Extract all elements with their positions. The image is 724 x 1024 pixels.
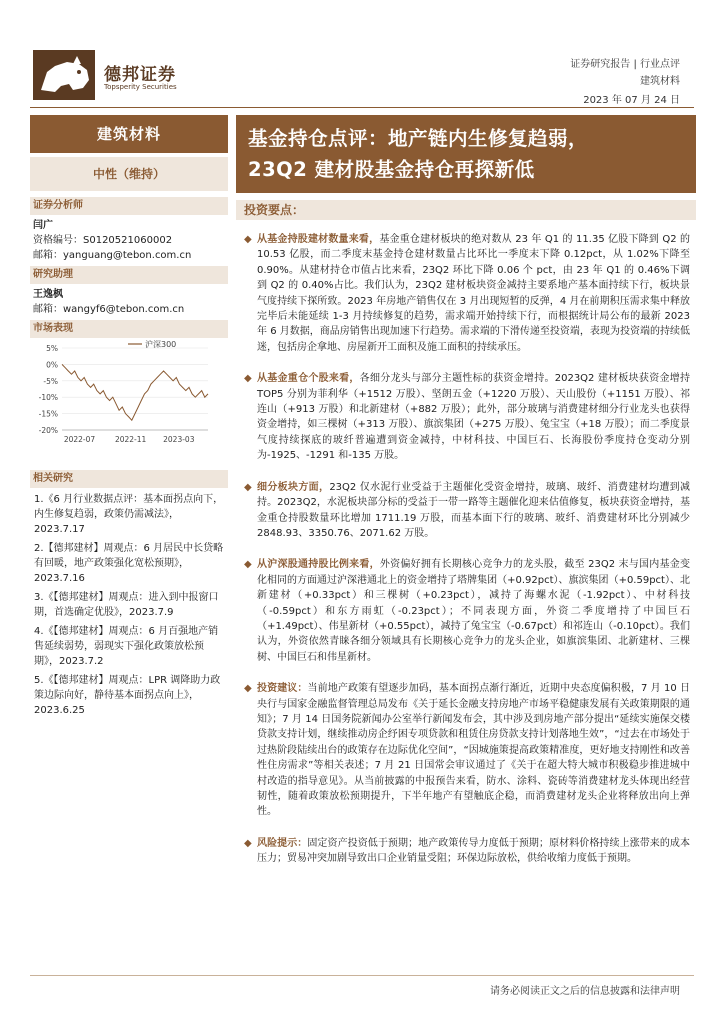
analyst-name: 闫广 bbox=[33, 220, 53, 231]
related-item[interactable]: 4.《【德邦建材】周观点：6 月百强地产销售延续弱势，弱现实下强化政策放松预期》，2023.7.2 bbox=[34, 626, 219, 667]
key-points-head: 投资要点： bbox=[236, 200, 696, 220]
key-point-lead: 细分板块方面， bbox=[257, 481, 330, 493]
logo-name-cn: 德邦证券 bbox=[104, 65, 176, 85]
report-title bbox=[236, 115, 696, 193]
key-point-body: 当前地产政策有望逐步加码，基本面拐点渐行渐近，近期中央态度偏积极，7 月 10 日央行与国家金融监督管理总局发布《关于延长金融支持房地产市场平稳健康发展有关政策期限的通知》；7 月 14 日国务院新闻办公室举行新闻发布会，其中涉及到房地产部分提出“延续实施保交楼贷款支持计划，继续推动房企纾困专项贷款和租赁住房贷款支持计划落地生效”，“过去在市场处于过热阶段陆续出台的政策存在边际优化空间”，“因城施策提高政策精准度，更好地支持刚性和改善性住房需求”等相关表述；7 月 21 日国常会审议通过了《关于在超大特大城市积极稳步推进城中村改造的指导意见》。从当前披露的中报预告来看，防水、涂料、瓷砖等消费建材龙头体现出经营韧性，随着政策放松预期提升，下半年地产有望触底企稳，而消费建材龙头企业将释放出向上弹性。 bbox=[257, 683, 691, 818]
key-point-body: 23Q2 仅水泥行业受益于主题催化受资金增持，玻璃、玻纤、消费建材均遭到减持。2023Q2，水泥板块部分标的受益于一带一路等主题催化迎来估值修复，板块获资金增持，基金重仓持股数量环比增加 1711.19 万股，而基本面下行的玻璃、玻纤、消费建材环比分别减少 2848.93、3350.76、2071.62 万股。 bbox=[257, 481, 690, 539]
analyst-email[interactable]: 邮箱：yanguang@tebon.com.cn bbox=[33, 250, 192, 261]
title-line-2: 23Q2 建材股基金持仓再探新低 bbox=[248, 158, 535, 181]
analyst-cert: 资格编号：S0120521060002 bbox=[33, 235, 173, 246]
key-point-lead: 投资建议： bbox=[257, 683, 308, 695]
key-point bbox=[244, 557, 690, 665]
y-tick-label: 5% bbox=[46, 344, 58, 353]
y-tick-label: -10% bbox=[38, 393, 58, 403]
key-point bbox=[244, 232, 690, 355]
key-point-lead: 从基金重仓个股来看， bbox=[257, 373, 360, 385]
key-point-lead: 从基金持股建材数量来看， bbox=[257, 234, 380, 245]
key-point bbox=[244, 681, 690, 820]
bullet-icon: ◆ bbox=[244, 559, 252, 571]
rating-label: 中性（维持） bbox=[30, 157, 228, 191]
sector-label: 建筑材料 bbox=[30, 115, 228, 153]
y-tick-label: -20% bbox=[38, 426, 58, 435]
key-point-body: 外资偏好拥有长期核心竞争力的龙头股，截至 23Q2 末与国内基金变化相同的方面通过沪深港通北上的资金增持了塔牌集团（+0.92pct）、旗滨集团（+0.59pct）、北新建材（+0.33pct）和三棵树（+0.23pct），减持了海螺水泥（-1.92pct）、中材科技（-0.59pct）和东方雨虹（-0.23pct）；不同表现方面，外资二季度增持了中国巨石（+1.49pct）、伟星新材（+0.55pct），减持了兔宝宝（-0.67pct）和祁连山（-0.10pct）。我们认为，外资依然青睐各细分领域具有长期核心竞争力的龙头企业，如旗滨集团、北新建材、三棵树、中国巨石和伟星新材。 bbox=[257, 559, 690, 663]
y-tick-label: -5% bbox=[43, 376, 58, 386]
key-points-body bbox=[244, 232, 690, 883]
x-tick-label: 2023-03 bbox=[163, 435, 195, 444]
related-section-head: 相关研究 bbox=[30, 470, 228, 488]
y-tick-label: 0% bbox=[46, 360, 58, 370]
key-point-lead: 风险提示： bbox=[257, 837, 308, 849]
report-date: 2023 年 07 月 24 日 bbox=[583, 95, 680, 106]
key-point bbox=[244, 371, 690, 463]
market-section-head: 市场表现 bbox=[30, 320, 228, 338]
key-point-body: 基金重仓建材板块的绝对数从 23 年 Q1 的 11.35 亿股下降到 Q2 的 10.53 亿股，而二季度末基金持仓建材数量占比环比一季度末下降 0.12pct，从 1.02%下降至 0.90%。从建材持仓市值占比来看，23Q2 环比下降 0.06 个 pct，由 23 年 Q1 的 0.46%下调到 Q2 的 0.40%占比。我们认为，23Q2 建材板块资金减持主要系地产基本面持续下行，板块景气度持续下探所致。2023 年房地产销售仅在 3 月出现短暂的反弹，4 月在前期积压需求集中释放完毕后未能延续 1-3 月持续修复的趋势，需求端开始持续下行，而根据统计局公布的最新 2023 年 6 月数据，商品房销售出现加速下行趋势。需求端的下滑传递至投资端，表现为投资端的持续低迷，包括房企拿地、房屋新开工面积及施工面积的持续承压。 bbox=[257, 234, 691, 353]
bullet-icon: ◆ bbox=[244, 683, 252, 695]
left-sidebar bbox=[30, 115, 228, 722]
y-tick-label: -15% bbox=[38, 409, 58, 419]
legend-label: 沪深300 bbox=[145, 340, 177, 349]
assistant-email[interactable]: 邮箱：wangyf6@tebon.com.cn bbox=[33, 304, 185, 315]
report-type: 证券研究报告 | 行业点评 bbox=[570, 59, 680, 70]
title-line-1: 基金持仓点评：地产链内生修复趋弱， bbox=[248, 127, 589, 150]
footer-divider bbox=[30, 975, 694, 976]
key-point bbox=[244, 836, 690, 867]
market-chart-svg bbox=[30, 338, 228, 456]
bullet-icon: ◆ bbox=[244, 481, 252, 493]
assistant-name: 王逸枫 bbox=[33, 289, 63, 300]
key-point-lead: 从沪深股通持股比例来看， bbox=[257, 559, 380, 571]
related-item[interactable]: 5.《【德邦建材】周观点：LPR 调降助力政策边际向好，静待基本面拐点向上》，2023.6.25 bbox=[34, 675, 221, 716]
bullet-icon: ◆ bbox=[244, 234, 252, 245]
key-point-body: 各细分龙头与部分主题性标的获资金增持。2023Q2 建材板块获资金增持 TOP5 分别为菲利华（+1512 万股）、坚朗五金（+1220 万股）、天山股份（+1151 万股）、祁连山（+913 万股）和北新建材（+882 万股）；此外，部分玻璃与消费建材细分行业龙头也获得资金增持，如三棵树（+313 万股）、旗滨集团（+275 万股）、兔宝宝（+18 万股）；而二季度景气度持续探底的玻纤普遍遭到资金减持，中材科技、中国巨石、长海股份季度持仓变动分别为-1925、-1291 和-135 万股。 bbox=[257, 373, 690, 462]
series-line bbox=[62, 364, 208, 420]
bullet-icon: ◆ bbox=[244, 837, 252, 849]
bullet-icon: ◆ bbox=[244, 373, 252, 385]
footer-disclaimer: 请务必阅读正文之后的信息披露和法律声明 bbox=[490, 986, 680, 997]
report-industry: 建筑材料 bbox=[640, 76, 680, 87]
related-item[interactable]: 1.《6 月行业数据点评：基本面拐点向下，内生修复趋弱，政策仍需减法》，2023.7.17 bbox=[34, 494, 224, 535]
assistant-section-head: 研究助理 bbox=[30, 266, 228, 284]
bull-logo-icon bbox=[33, 50, 95, 100]
key-point-body: 固定资产投资低于预期；地产政策传导力度低于预期；原材料价格持续上涨带来的成本压力；贸易冲突加剧导致出口企业销量受阻；环保边际放松，供给收缩力度低于预期。 bbox=[257, 837, 691, 865]
header-divider bbox=[30, 107, 694, 108]
analyst-section-head: 证券分析师 bbox=[30, 197, 228, 215]
related-item[interactable]: 2.【德邦建材】周观点：6 月居民中长贷略有回暖，地产政策强化宽松预期》，2023.7.16 bbox=[34, 543, 224, 584]
related-list bbox=[30, 492, 228, 718]
market-chart bbox=[30, 338, 228, 456]
x-tick-label: 2022-07 bbox=[63, 435, 96, 444]
x-tick-label: 2022-11 bbox=[114, 435, 147, 444]
key-point bbox=[244, 480, 690, 542]
related-item[interactable]: 3.《【德邦建材】周观点：进入到中报窗口期，首选确定优股》，2023.7.9 bbox=[34, 592, 219, 618]
logo-name-en: Topsperity Securities bbox=[104, 83, 177, 91]
